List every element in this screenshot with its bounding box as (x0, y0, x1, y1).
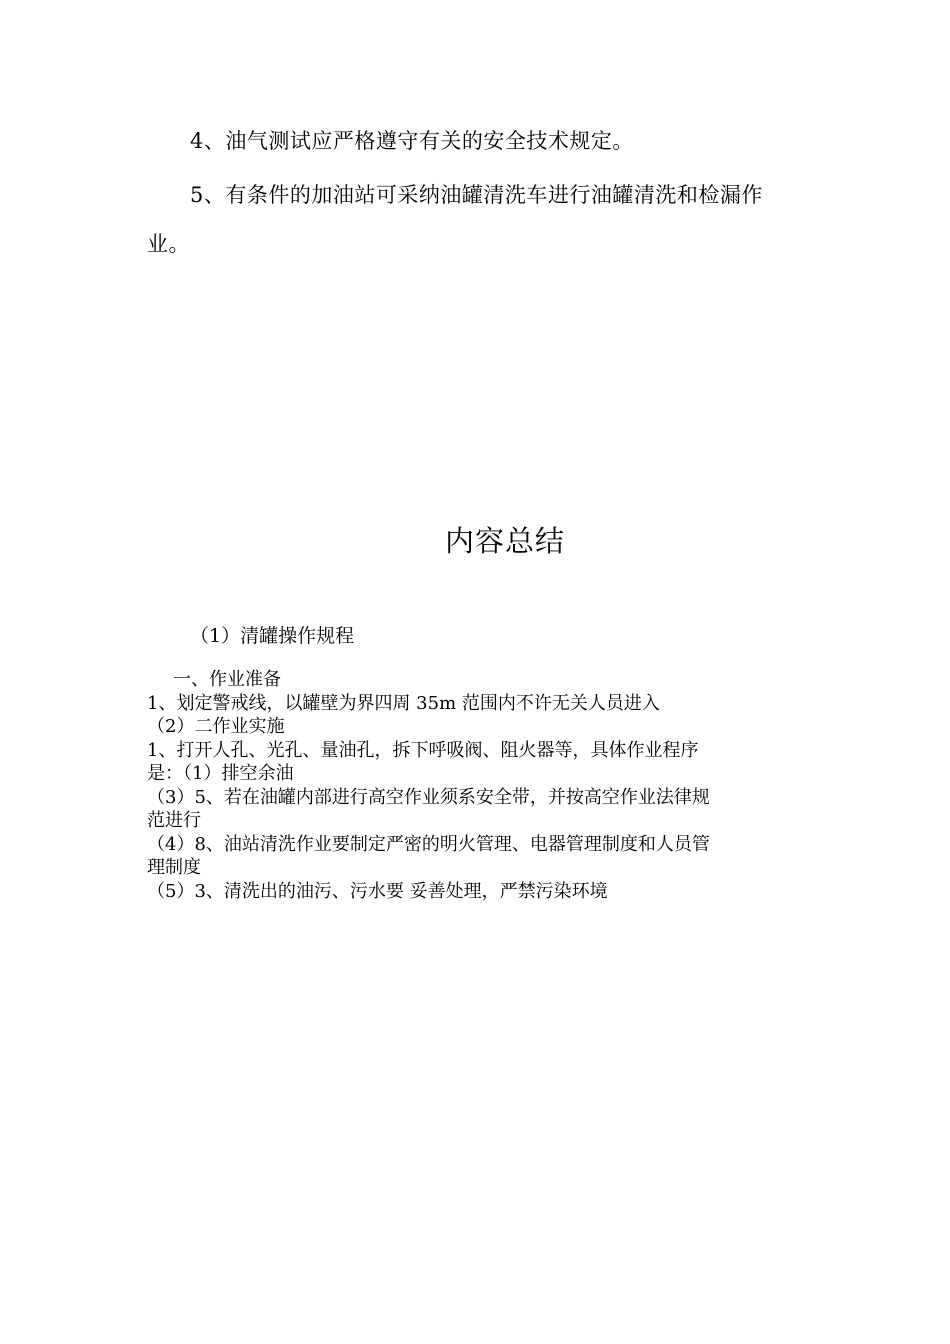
summary-subtitle: （1）清罐操作规程 (190, 625, 355, 647)
summary-line: 理制度 (147, 857, 201, 878)
summary-line: 一、作业准备 (173, 669, 281, 690)
paragraph-item-5-line-2: 业。 (147, 232, 190, 256)
paragraph-item-4: 4、油气测试应严格遵守有关的安全技术规定。 (190, 129, 634, 153)
summary-line: （2）二作业实施 (147, 716, 285, 737)
summary-line: 1、划定警戒线，以罐壁为界四周 35m 范围内不许无关人员进入 (147, 692, 660, 714)
summary-line: （3）5、若在油罐内部进行高空作业须系安全带，并按高空作业法律规 (147, 786, 710, 808)
summary-line: 1、打开人孔、光孔、量油孔，拆下呼吸阀、阻火器等，具体作业程序 (147, 739, 699, 761)
paragraph-item-5-line-1: 5、有条件的加油站可采纳油罐清洗车进行油罐清洗和检漏作 (190, 183, 763, 207)
summary-title: 内容总结 (444, 524, 565, 558)
summary-line: 范进行 (147, 810, 201, 831)
summary-line: （4）8、油站清洗作业要制定严密的明火管理、电器管理制度和人员管 (147, 833, 710, 855)
summary-line: 是：（1）排空余油 (147, 763, 294, 784)
summary-list (147, 668, 807, 903)
summary-line: （5）3、清洗出的油污、污水要 妥善处理，严禁污染环境 (147, 880, 608, 902)
